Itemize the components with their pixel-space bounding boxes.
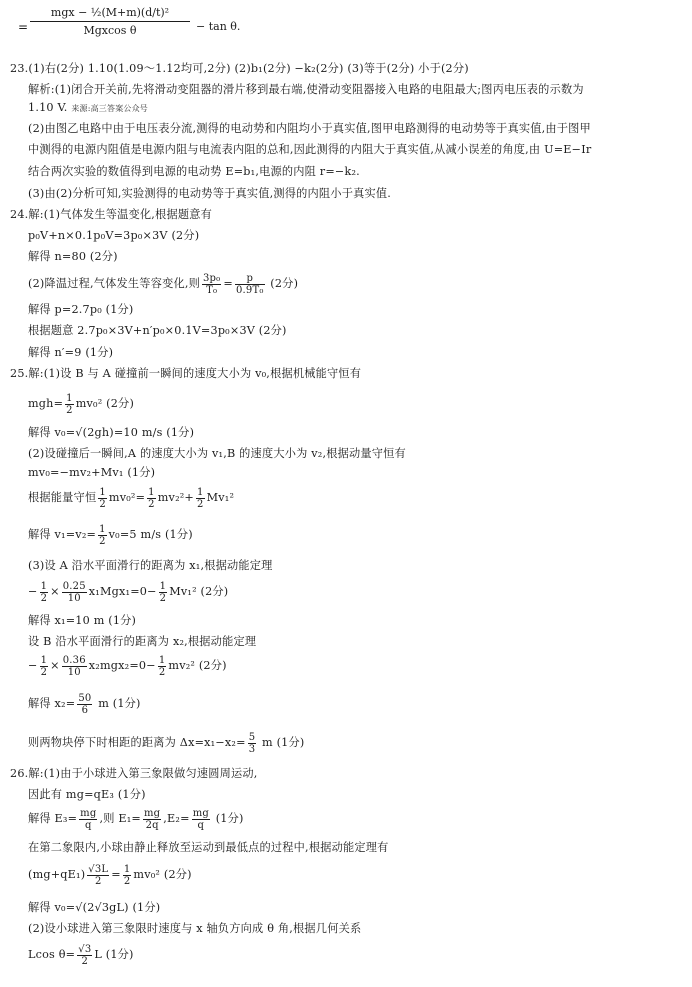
q23-analysis-2c: 结合两次实验的数值得到电源的电动势 E=b₁,电源的内阻 r=−k₂. [28, 165, 360, 178]
q25-sol4: 解得 x₂= $\frac{50}{6}$ m (1分) [28, 692, 141, 716]
q25-eq3: − $\frac{1}{2}$ × $\frac{0.25}{10}$ x₁Mgx₁=0− $\frac{1}{2}$ Mv₁² (2分) [28, 580, 229, 604]
q24-eq2: 根据题意 2.7p₀×3V+n′p₀×0.1V=3p₀×3V (2分) [28, 324, 287, 337]
q24-sol1: 解得 n=80 (2分) [28, 250, 118, 263]
q25-energy: 根据能量守恒 $\frac{1}{2}$ mv₀²= $\frac{1}{2}$ mv₂²+ $\frac{1}{2}$ Mv₁² [28, 486, 235, 510]
q24-sol3: 解得 n′=9 (1分) [28, 346, 114, 359]
watermark: 来源:高三答案公众号 [71, 104, 149, 113]
q25-eq4: − $\frac{1}{2}$ × $\frac{0.36}{10}$ x₂mgx₂=0− $\frac{1}{2}$ mv₂² (2分) [28, 654, 227, 678]
fraction: $\frac{1}{2}$ [148, 486, 155, 510]
fraction: $\frac{1}{2}$ [99, 486, 106, 510]
fraction: $\frac{1}{2}$ [123, 863, 131, 887]
q23-analysis-2: (2)由图乙电路中由于电压表分流,测得的电动势和内阻均小于真实值,图甲电路测得的电动势等于真实值,由于图甲 [28, 122, 591, 135]
q26-heading: 26.解:(1)由于小球进入第三象限做匀速圆周运动, [10, 767, 258, 780]
q26-eq3: Lcos θ= $\frac{√3}{2}$ L (1分) [28, 943, 134, 967]
fraction: $\frac{1}{2}$ [66, 392, 73, 416]
q25-eq1: mgh= $\frac{1}{2}$ mv₀² (2分) [28, 392, 135, 416]
fraction: $\frac{mg}{q}$ [80, 807, 97, 831]
fraction: $\frac{50}{6}$ [78, 692, 92, 716]
q25-sol2: 解得 v₁=v₂= $\frac{1}{2}$ v₀=5 m/s (1分) [28, 523, 193, 547]
q25-sol1: 解得 v₀=√(2gh)=10 m/s (1分) [28, 426, 195, 439]
q23-analysis-2b: 中测得的电源内阻值是电源内阻与电流表内阻的总和,因此测得的内阻大于真实值,从减小误差的角度,由 U=E−Ir [28, 143, 592, 156]
q25-b-distance: 设 B 沿水平面滑行的距离为 x₂,根据动能定理 [28, 635, 257, 648]
q26-sol2: 解得 v₀=√(2√3gL) (1分) [28, 901, 161, 914]
q24-eq1: p₀V+n×0.1p₀V=3p₀×3V (2分) [28, 229, 200, 242]
fraction: $\frac{√3}{2}$ [78, 943, 92, 967]
fraction: $\frac{0.25}{10}$ [62, 580, 86, 604]
equation-denominator: Mgxcos θ [83, 24, 137, 37]
fraction: $\frac{1}{2}$ [197, 486, 204, 510]
q25-part2: (2)设碰撞后一瞬间,A 的速度大小为 v₁,B 的速度大小为 v₂,根据动量守恒有 [28, 447, 406, 460]
fraction: $\frac{1}{2}$ [40, 654, 48, 678]
fraction: $\frac{0.36}{10}$ [62, 654, 86, 678]
equation-tail: − tan θ. [196, 20, 241, 33]
fraction: $\frac{p}{\text{0.9T₀}}$ [235, 272, 264, 296]
fraction: $\frac{1}{2}$ [40, 580, 48, 604]
q25-heading: 25.解:(1)设 B 与 A 碰撞前一瞬间的速度大小为 v₀,根据机械能守恒有 [10, 367, 362, 380]
fraction: $\frac{5}{3}$ [248, 731, 256, 755]
fraction: $\frac{1}{2}$ [158, 654, 166, 678]
fraction: $\frac{mg}{q}$ [192, 807, 209, 831]
fraction: $\frac{1}{2}$ [99, 523, 106, 547]
fraction: $\frac{\text{3p₀}}{\text{T₀}}$ [203, 272, 221, 296]
q24-heading: 24.解:(1)气体发生等温变化,根据题意有 [10, 208, 212, 221]
q26-sol1: 解得 E₃= $\frac{mg}{q}$ ,则 E₁= $\frac{mg}{2q}$ ,E₂= $\frac{mg}{q}$ (1分) [28, 807, 244, 831]
q25-final: 则两物块停下时相距的距离为 Δx=x₁−x₂= $\frac{5}{3}$ m (1分) [28, 731, 305, 755]
equation-numerator: mgx − ½(M+m)(d/t)² [30, 6, 190, 22]
top-equation: = mgx − ½(M+m)(d/t)² Mgxcos θ − tan θ. [18, 6, 241, 37]
fraction: $\frac{mg}{2q}$ [144, 807, 161, 831]
q25-sol3: 解得 x₁=10 m (1分) [28, 614, 137, 627]
q25-part3: (3)设 A 沿水平面滑行的距离为 x₁,根据动能定理 [28, 559, 273, 572]
q23-analysis-1b: 1.10 V. 来源:高三答案公众号 [28, 101, 149, 114]
q26-eq1: 因此有 mg=qE₃ (1分) [28, 788, 146, 801]
q26-part2: (2)设小球进入第三象限时速度与 x 轴负方向成 θ 角,根据几何关系 [28, 922, 362, 935]
q24-sol2: 解得 p=2.7p₀ (1分) [28, 303, 134, 316]
q24-part2: (2)降温过程,气体发生等容变化,则 $\frac{\text{3p₀}}{\text{T₀}}$ = $\frac{p}{\text{0.9T₀}}$ (2分) [28, 272, 299, 296]
q25-eq2: mv₀=−mv₂+Mv₁ (1分) [28, 466, 156, 479]
q26-eq2: (mg+qE₁) $\frac{√3L}{2}$ = $\frac{1}{2}$ mv₀² (2分) [28, 863, 192, 887]
fraction: $\frac{1}{2}$ [159, 580, 167, 604]
q23-analysis-3: (3)由(2)分析可知,实验测得的电动势等于真实值,测得的内阻小于真实值. [28, 187, 392, 200]
fraction: $\frac{√3L}{2}$ [88, 863, 109, 887]
q23-analysis-1: 解析:(1)闭合开关前,先将滑动变阻器的滑片移到最右端,使滑动变阻器接入电路的电阻最大;图丙电压表的示数为 [28, 83, 584, 96]
q26-part2-desc: 在第二象限内,小球由静止释放至运动到最低点的过程中,根据动能定理有 [28, 841, 389, 854]
q23-answer: 23.(1)右(2分) 1.10(1.09～1.12均可,2分) (2)b₁(2分) −k₂(2分) (3)等于(2分) 小于(2分) [10, 62, 469, 75]
